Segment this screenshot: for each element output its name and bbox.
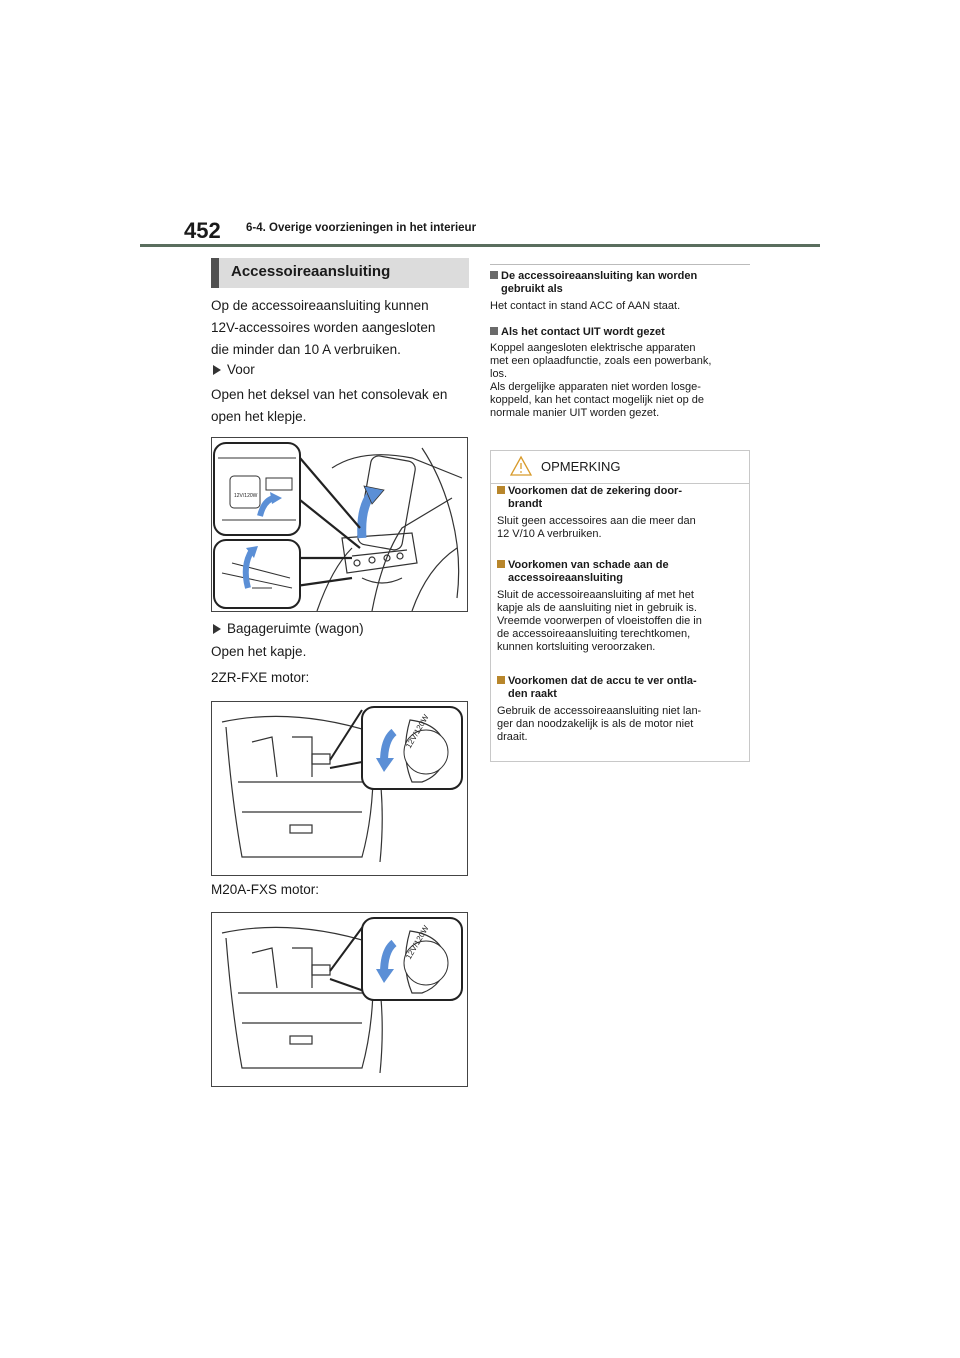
intro-line: Op de accessoireaansluiting kunnen: [211, 298, 429, 313]
info-q1-body: Het contact in stand ACC of AAN staat.: [490, 300, 681, 312]
square-bullet-icon: [497, 676, 505, 684]
notice-item-title: [497, 559, 747, 572]
square-bullet-icon: [497, 486, 505, 494]
square-bullet-icon: [490, 327, 498, 335]
notice-item-title: [497, 485, 747, 498]
notice-item-title: [497, 675, 747, 688]
front-label: [213, 362, 255, 377]
info-q2-title-line: Als het contact UIT wordt gezet: [501, 326, 665, 338]
notice-item-body-line: Vreemde voorwerpen of vloeistoffen die in: [497, 615, 702, 627]
notice-item-body-line: de accessoireaansluiting terechtkomen,: [497, 628, 691, 640]
luggage-label: [213, 621, 364, 636]
luggage-svg-2zr: [212, 702, 467, 875]
notice-item-body-line: kunnen kortsluiting veroorzaken.: [497, 641, 656, 653]
section-title: 6-4. Overige voorzieningen in het interieur: [246, 222, 477, 234]
front-console-svg: [212, 438, 467, 611]
intro-line: 12V-accessoires worden aangesloten: [211, 320, 436, 335]
engine2-label: M20A-FXS motor:: [211, 882, 320, 897]
notice-item-title-line: Voorkomen dat de accu te ver ontla-: [508, 675, 697, 687]
notice-item-body-line: Sluit geen accessoires aan die meer dan: [497, 515, 696, 527]
notice-item-title-line: Voorkomen van schade aan de: [508, 559, 669, 571]
front-text: [211, 384, 471, 428]
notice-item-body: [497, 705, 747, 744]
front-label-text: Voor: [227, 362, 255, 377]
info-q2-body-line: met een oplaadfunctie, zoals een powerbank,: [490, 355, 712, 367]
cap-label-b: 12V/120W: [404, 923, 431, 961]
notice-rule: [491, 483, 749, 484]
notice-item-title-line: brandt: [508, 498, 543, 510]
info-q2-body-line: normale manier UIT worden gezet.: [490, 407, 660, 419]
intro-line: die minder dan 10 A verbruiken.: [211, 342, 401, 357]
notice-item-body: [497, 589, 747, 654]
info-q2-body-line: Als dergelijke apparaten niet worden losge-: [490, 381, 701, 393]
cap-label-a: 12V/120W: [404, 712, 431, 750]
notice-item-body-line: ger dan noodzakelijk is als de motor niet: [497, 718, 694, 730]
luggage-illustration-m20a: [211, 912, 468, 1087]
warning-triangle-icon: [509, 455, 533, 477]
notice-title: OPMERKING: [541, 459, 621, 474]
notice-item-title-line: den raakt: [508, 688, 557, 700]
info-q1-title-line: gebruikt als: [501, 283, 563, 295]
info-q1-title: [490, 270, 752, 283]
luggage-text: Open het kapje.: [211, 644, 307, 659]
right-top-rule: [490, 264, 750, 265]
notice-item-body-line: 12 V/10 A verbruiken.: [497, 528, 602, 540]
info-q2-body-line: los.: [490, 368, 508, 380]
front-console-illustration: [211, 437, 468, 612]
notice-item-title-line: accessoireaansluiting: [508, 572, 623, 584]
luggage-svg-m20a: [212, 913, 467, 1086]
notice-item-body: [497, 515, 747, 541]
front-text-line: Open het deksel van het consolevak en: [211, 387, 448, 402]
section-heading-text: Accessoireaansluiting: [231, 263, 391, 280]
info-q2-body: [490, 342, 752, 420]
notice-item-body-line: draait.: [497, 731, 528, 743]
notice-item: [497, 485, 747, 541]
info-q2-title: [490, 326, 752, 339]
square-bullet-icon: [490, 271, 498, 279]
inset-socket-label: 12V/120W: [234, 493, 258, 499]
notice-item: [497, 675, 747, 744]
info-q2: [490, 326, 752, 420]
engine1-label: 2ZR-FXE motor:: [211, 670, 310, 685]
luggage-illustration-2zr: [211, 701, 468, 876]
square-bullet-icon: [497, 560, 505, 568]
info-q1: [490, 270, 752, 313]
notice-item: [497, 559, 747, 654]
notice-item-body-line: kapje als de aansluiting niet in gebruik is.: [497, 602, 697, 614]
intro-text: [211, 295, 471, 361]
notice-item-body-line: Gebruik de accessoireaansluiting niet lan-: [497, 705, 702, 717]
notice-box: [490, 450, 750, 762]
front-text-line: open het klepje.: [211, 409, 307, 424]
info-q1-title-line: De accessoireaansluiting kan worden: [501, 270, 698, 282]
notice-item-title-line: Voorkomen dat de zekering door-: [508, 485, 682, 497]
triangle-bullet-icon: [213, 365, 221, 375]
luggage-label-text: Bagageruimte (wagon): [227, 621, 364, 636]
notice-item-body-line: Sluit de accessoireaansluiting af met het: [497, 589, 694, 601]
triangle-bullet-icon: [213, 624, 221, 634]
header-rule: [140, 244, 820, 247]
info-q2-body-line: Koppel aangesloten elektrische apparaten: [490, 342, 696, 354]
page-number: 452: [184, 218, 221, 243]
section-heading: [211, 258, 469, 288]
info-q2-body-line: koppeld, kan het contact mogelijk niet op de: [490, 394, 705, 406]
